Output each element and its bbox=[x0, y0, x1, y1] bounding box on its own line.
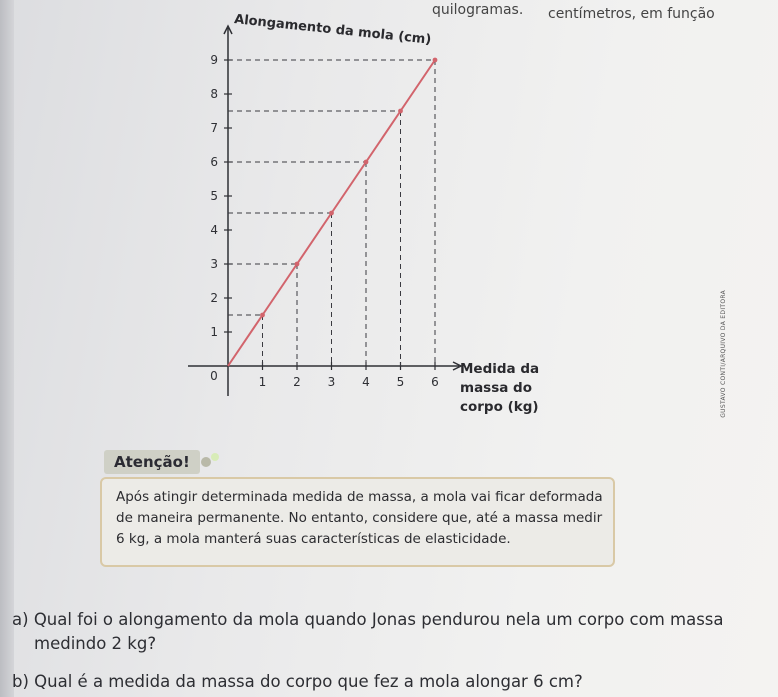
x-tick-label: 6 bbox=[431, 375, 439, 389]
top-text-fragment-right: centímetros, em função bbox=[548, 6, 715, 22]
question-a bbox=[12, 608, 724, 656]
x-tick-label: 4 bbox=[362, 375, 370, 389]
data-point bbox=[260, 313, 265, 318]
question-b bbox=[12, 670, 583, 694]
y-tick-label: 7 bbox=[210, 121, 218, 135]
attention-title: Atenção! bbox=[104, 450, 200, 474]
data-point bbox=[398, 109, 403, 114]
data-point bbox=[364, 160, 369, 165]
y-tick-label: 8 bbox=[210, 87, 218, 101]
chart-title: Alongamento da mola (cm) bbox=[233, 12, 432, 48]
attention-line: de maneira permanente. No entanto, considere que, até a massa medir bbox=[116, 510, 603, 526]
attention-line: Após atingir determinada medida de massa, a mola vai ficar deformada bbox=[116, 489, 603, 505]
question-a-line-1 bbox=[12, 608, 724, 632]
x-axis-label-line-2: massa do bbox=[460, 380, 532, 396]
x-tick-label: 5 bbox=[396, 375, 405, 389]
top-text-fragment-left: quilogramas. bbox=[432, 2, 524, 18]
y-tick-label: 6 bbox=[210, 155, 218, 169]
question-a-text-2: medindo 2 kg? bbox=[34, 634, 157, 653]
image-credit: GUSTAVO CONTI/ARQUIVO DA EDITORA bbox=[720, 290, 727, 418]
x-axis-label-line-3: corpo (kg) bbox=[460, 399, 539, 415]
y-tick-label: 1 bbox=[210, 325, 218, 339]
origin-label: 0 bbox=[210, 369, 218, 383]
y-tick-label: 2 bbox=[210, 291, 218, 305]
attention-text bbox=[116, 487, 611, 550]
y-tick-label: 4 bbox=[210, 223, 218, 237]
y-tick-label: 5 bbox=[210, 189, 218, 203]
attention-decoration-icon bbox=[200, 452, 220, 468]
data-point bbox=[295, 262, 300, 267]
attention-line: 6 kg, a mola manterá suas características de elasticidade. bbox=[116, 531, 511, 547]
y-tick-label: 9 bbox=[210, 53, 218, 67]
question-a-label: a) bbox=[12, 610, 29, 629]
x-axis-label-line-1: Medida da bbox=[460, 361, 540, 377]
question-b-text-1: Qual é a medida da massa do corpo que fez a mola alongar 6 cm? bbox=[34, 672, 583, 691]
question-a-text-1: Qual foi o alongamento da mola quando Jonas pendurou nela um corpo com massa bbox=[33, 610, 724, 629]
data-point bbox=[433, 58, 438, 63]
x-tick-label: 1 bbox=[258, 375, 267, 389]
x-tick-label: 2 bbox=[293, 375, 301, 389]
x-axis-label bbox=[460, 360, 539, 417]
y-tick-label: 3 bbox=[210, 257, 218, 271]
data-point bbox=[329, 211, 334, 216]
question-b-label: b) bbox=[12, 672, 29, 691]
x-tick-label: 3 bbox=[327, 375, 336, 389]
question-b-line-1 bbox=[12, 670, 583, 694]
